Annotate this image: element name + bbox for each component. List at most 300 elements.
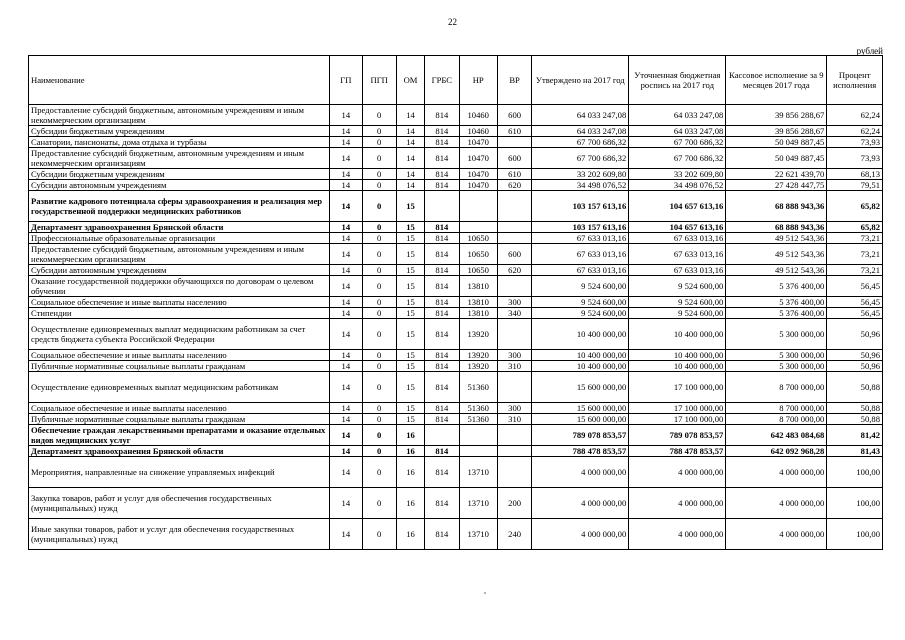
cell-name: Предоставление субсидий бюджетным, автономным учреждениям и иным некоммерческим организациям <box>29 244 330 265</box>
cell-refined: 67 633 013,16 <box>629 244 726 265</box>
table-row <box>29 319 883 350</box>
cell-om: 16 <box>396 488 424 519</box>
scan-speck <box>484 592 486 594</box>
cell-om: 15 <box>396 191 424 222</box>
cell-percent: 50,88 <box>827 403 883 414</box>
cell-grbs: 814 <box>425 519 459 550</box>
cell-percent: 68,13 <box>827 169 883 180</box>
cell-approved: 67 700 686,32 <box>532 148 629 169</box>
cell-om: 14 <box>396 148 424 169</box>
table-row <box>29 233 883 244</box>
cell-refined: 9 524 600,00 <box>629 308 726 319</box>
cell-gp: 14 <box>330 457 362 488</box>
cell-executed: 39 856 288,67 <box>726 126 827 137</box>
cell-pgp: 0 <box>362 319 396 350</box>
header-refined: Уточненная бюджетная роспись на 2017 год <box>629 56 726 105</box>
cell-np <box>459 425 497 446</box>
cell-np: 13920 <box>459 350 497 361</box>
cell-percent: 100,00 <box>827 519 883 550</box>
cell-om: 16 <box>396 446 424 457</box>
header-grbs: ГРБС <box>425 56 459 105</box>
cell-executed: 39 856 288,67 <box>726 105 827 126</box>
table-row <box>29 276 883 297</box>
cell-grbs: 814 <box>425 244 459 265</box>
cell-refined: 4 000 000,00 <box>629 488 726 519</box>
cell-name: Публичные нормативные социальные выплаты гражданам <box>29 414 330 425</box>
cell-pgp: 0 <box>362 148 396 169</box>
cell-gp: 14 <box>330 361 362 372</box>
cell-grbs <box>425 425 459 446</box>
cell-name: Стипендии <box>29 308 330 319</box>
cell-executed: 5 300 000,00 <box>726 319 827 350</box>
cell-percent: 79,51 <box>827 180 883 191</box>
cell-grbs: 814 <box>425 169 459 180</box>
cell-name: Санатории, пансионаты, дома отдыха и турбазы <box>29 137 330 148</box>
header-np: НР <box>459 56 497 105</box>
cell-executed: 5 300 000,00 <box>726 361 827 372</box>
cell-refined: 10 400 000,00 <box>629 319 726 350</box>
cell-gp: 14 <box>330 180 362 191</box>
cell-gp: 14 <box>330 319 362 350</box>
cell-vr <box>497 457 531 488</box>
cell-grbs: 814 <box>425 180 459 191</box>
cell-om: 14 <box>396 137 424 148</box>
cell-vr: 300 <box>497 350 531 361</box>
cell-vr: 610 <box>497 169 531 180</box>
cell-name: Социальное обеспечение и иные выплаты населению <box>29 403 330 414</box>
cell-grbs: 814 <box>425 319 459 350</box>
cell-grbs: 814 <box>425 446 459 457</box>
cell-vr <box>497 191 531 222</box>
cell-name: Предоставление субсидий бюджетным, автономным учреждениям и иным некоммерческим организациям <box>29 105 330 126</box>
cell-name: Департамент здравоохранения Брянской области <box>29 446 330 457</box>
cell-executed: 5 300 000,00 <box>726 350 827 361</box>
cell-name: Предоставление субсидий бюджетным, автономным учреждениям и иным некоммерческим организациям <box>29 148 330 169</box>
cell-name: Осуществление единовременных выплат медицинским работникам за счет средств бюджета субъекта Российской Федерации <box>29 319 330 350</box>
cell-percent: 50,96 <box>827 350 883 361</box>
cell-om: 15 <box>396 244 424 265</box>
cell-approved: 4 000 000,00 <box>532 519 629 550</box>
table-row <box>29 126 883 137</box>
cell-vr: 310 <box>497 414 531 425</box>
cell-gp: 14 <box>330 372 362 403</box>
cell-refined: 67 633 013,16 <box>629 233 726 244</box>
cell-executed: 5 376 400,00 <box>726 308 827 319</box>
cell-gp: 14 <box>330 403 362 414</box>
cell-np: 10470 <box>459 180 497 191</box>
cell-pgp: 0 <box>362 519 396 550</box>
cell-percent: 100,00 <box>827 457 883 488</box>
cell-np: 10460 <box>459 126 497 137</box>
cell-np: 10650 <box>459 233 497 244</box>
cell-refined: 64 033 247,08 <box>629 105 726 126</box>
cell-name: Развитие кадрового потенциала сферы здравоохранения и реализация мер государственной поддержки медицинских работников <box>29 191 330 222</box>
cell-approved: 67 633 013,16 <box>532 233 629 244</box>
cell-refined: 4 000 000,00 <box>629 519 726 550</box>
table-row <box>29 457 883 488</box>
cell-gp: 14 <box>330 276 362 297</box>
cell-np: 13920 <box>459 361 497 372</box>
cell-executed: 642 092 968,28 <box>726 446 827 457</box>
cell-approved: 4 000 000,00 <box>532 488 629 519</box>
cell-refined: 10 400 000,00 <box>629 350 726 361</box>
cell-vr <box>497 233 531 244</box>
cell-gp: 14 <box>330 222 362 233</box>
cell-vr <box>497 446 531 457</box>
cell-executed: 642 483 084,68 <box>726 425 827 446</box>
cell-pgp: 0 <box>362 265 396 276</box>
cell-executed: 4 000 000,00 <box>726 519 827 550</box>
table-row <box>29 414 883 425</box>
cell-percent: 62,24 <box>827 105 883 126</box>
cell-refined: 64 033 247,08 <box>629 126 726 137</box>
cell-np: 51360 <box>459 372 497 403</box>
cell-executed: 49 512 543,36 <box>726 233 827 244</box>
cell-name: Осуществление единовременных выплат медицинским работникам <box>29 372 330 403</box>
cell-refined: 10 400 000,00 <box>629 361 726 372</box>
table-row <box>29 180 883 191</box>
cell-name: Субсидии автономным учреждениям <box>29 180 330 191</box>
cell-approved: 64 033 247,08 <box>532 105 629 126</box>
cell-name: Мероприятия, направленные на снижение управляемых инфекций <box>29 457 330 488</box>
cell-vr <box>497 137 531 148</box>
cell-executed: 4 000 000,00 <box>726 457 827 488</box>
cell-pgp: 0 <box>362 361 396 372</box>
table-row <box>29 191 883 222</box>
cell-vr <box>497 276 531 297</box>
cell-np <box>459 446 497 457</box>
cell-grbs: 814 <box>425 233 459 244</box>
cell-executed: 22 621 439,70 <box>726 169 827 180</box>
cell-approved: 10 400 000,00 <box>532 350 629 361</box>
cell-executed: 8 700 000,00 <box>726 372 827 403</box>
cell-pgp: 0 <box>362 169 396 180</box>
cell-grbs: 814 <box>425 350 459 361</box>
cell-vr: 600 <box>497 148 531 169</box>
cell-approved: 67 700 686,32 <box>532 137 629 148</box>
cell-np: 13920 <box>459 319 497 350</box>
cell-refined: 788 478 853,57 <box>629 446 726 457</box>
cell-om: 14 <box>396 105 424 126</box>
cell-name: Субсидии бюджетным учреждениям <box>29 126 330 137</box>
cell-refined: 67 700 686,32 <box>629 148 726 169</box>
table-row <box>29 244 883 265</box>
cell-approved: 9 524 600,00 <box>532 308 629 319</box>
table-row <box>29 488 883 519</box>
cell-om: 15 <box>396 372 424 403</box>
cell-np: 10470 <box>459 148 497 169</box>
cell-executed: 49 512 543,36 <box>726 244 827 265</box>
cell-pgp: 0 <box>362 414 396 425</box>
cell-vr: 240 <box>497 519 531 550</box>
cell-percent: 62,24 <box>827 126 883 137</box>
cell-np: 10460 <box>459 105 497 126</box>
header-approved: Утверждено на 2017 год <box>532 56 629 105</box>
cell-grbs: 814 <box>425 457 459 488</box>
cell-np: 51360 <box>459 403 497 414</box>
cell-om: 15 <box>396 350 424 361</box>
cell-gp: 14 <box>330 126 362 137</box>
cell-pgp: 0 <box>362 233 396 244</box>
cell-name: Субсидии бюджетным учреждениям <box>29 169 330 180</box>
cell-percent: 81,43 <box>827 446 883 457</box>
cell-approved: 789 078 853,57 <box>532 425 629 446</box>
cell-pgp: 0 <box>362 308 396 319</box>
cell-approved: 67 633 013,16 <box>532 244 629 265</box>
currency-note: рублей <box>856 46 883 56</box>
table-row <box>29 308 883 319</box>
header-percent: Процент исполнения <box>827 56 883 105</box>
header-vr: ВР <box>497 56 531 105</box>
cell-approved: 64 033 247,08 <box>532 126 629 137</box>
cell-om: 15 <box>396 233 424 244</box>
cell-percent: 81,42 <box>827 425 883 446</box>
cell-pgp: 0 <box>362 350 396 361</box>
cell-gp: 14 <box>330 137 362 148</box>
cell-refined: 789 078 853,57 <box>629 425 726 446</box>
table-row <box>29 222 883 233</box>
cell-vr <box>497 425 531 446</box>
cell-vr: 300 <box>497 403 531 414</box>
cell-approved: 9 524 600,00 <box>532 297 629 308</box>
cell-approved: 788 478 853,57 <box>532 446 629 457</box>
cell-executed: 8 700 000,00 <box>726 403 827 414</box>
cell-pgp: 0 <box>362 446 396 457</box>
cell-grbs: 814 <box>425 126 459 137</box>
cell-vr: 200 <box>497 488 531 519</box>
cell-approved: 10 400 000,00 <box>532 319 629 350</box>
cell-grbs: 814 <box>425 137 459 148</box>
cell-om: 15 <box>396 297 424 308</box>
cell-percent: 50,88 <box>827 414 883 425</box>
cell-refined: 34 498 076,52 <box>629 180 726 191</box>
cell-percent: 65,82 <box>827 191 883 222</box>
cell-np <box>459 222 497 233</box>
cell-vr: 600 <box>497 244 531 265</box>
cell-grbs: 814 <box>425 265 459 276</box>
cell-np: 13810 <box>459 297 497 308</box>
cell-name: Департамент здравоохранения Брянской области <box>29 222 330 233</box>
cell-np <box>459 191 497 222</box>
table-row <box>29 265 883 276</box>
cell-grbs: 814 <box>425 361 459 372</box>
cell-executed: 68 888 943,36 <box>726 222 827 233</box>
cell-executed: 50 049 887,45 <box>726 148 827 169</box>
cell-approved: 15 600 000,00 <box>532 414 629 425</box>
cell-gp: 14 <box>330 446 362 457</box>
table-body <box>29 105 883 550</box>
cell-approved: 33 202 609,80 <box>532 169 629 180</box>
cell-executed: 5 376 400,00 <box>726 276 827 297</box>
cell-percent: 73,21 <box>827 244 883 265</box>
cell-gp: 14 <box>330 488 362 519</box>
cell-np: 10650 <box>459 265 497 276</box>
cell-np: 13710 <box>459 488 497 519</box>
cell-gp: 14 <box>330 425 362 446</box>
cell-refined: 67 700 686,32 <box>629 137 726 148</box>
cell-om: 15 <box>396 222 424 233</box>
cell-percent: 50,88 <box>827 372 883 403</box>
cell-percent: 73,93 <box>827 148 883 169</box>
cell-approved: 103 157 613,16 <box>532 191 629 222</box>
cell-gp: 14 <box>330 265 362 276</box>
budget-table <box>28 55 883 550</box>
cell-vr: 600 <box>497 105 531 126</box>
cell-om: 15 <box>396 265 424 276</box>
cell-percent: 50,96 <box>827 319 883 350</box>
cell-grbs: 814 <box>425 414 459 425</box>
table-row <box>29 403 883 414</box>
cell-pgp: 0 <box>362 191 396 222</box>
cell-approved: 15 600 000,00 <box>532 403 629 414</box>
cell-name: Иные закупки товаров, работ и услуг для обеспечения государственных (муниципальных) нужд <box>29 519 330 550</box>
header-gp: ГП <box>330 56 362 105</box>
cell-pgp: 0 <box>362 297 396 308</box>
cell-approved: 10 400 000,00 <box>532 361 629 372</box>
cell-name: Профессиональные образовательные организации <box>29 233 330 244</box>
table-row <box>29 169 883 180</box>
cell-gp: 14 <box>330 414 362 425</box>
cell-refined: 33 202 609,80 <box>629 169 726 180</box>
cell-percent: 100,00 <box>827 488 883 519</box>
cell-vr <box>497 319 531 350</box>
cell-pgp: 0 <box>362 276 396 297</box>
cell-om: 14 <box>396 126 424 137</box>
cell-refined: 17 100 000,00 <box>629 372 726 403</box>
cell-refined: 9 524 600,00 <box>629 297 726 308</box>
cell-om: 15 <box>396 361 424 372</box>
cell-gp: 14 <box>330 308 362 319</box>
cell-om: 15 <box>396 403 424 414</box>
cell-executed: 4 000 000,00 <box>726 488 827 519</box>
cell-gp: 14 <box>330 297 362 308</box>
cell-grbs: 814 <box>425 222 459 233</box>
table-row <box>29 105 883 126</box>
cell-refined: 67 633 013,16 <box>629 265 726 276</box>
cell-np: 13810 <box>459 308 497 319</box>
cell-vr: 620 <box>497 180 531 191</box>
cell-om: 16 <box>396 457 424 488</box>
table-row <box>29 425 883 446</box>
cell-vr: 310 <box>497 361 531 372</box>
cell-grbs <box>425 191 459 222</box>
table-row <box>29 350 883 361</box>
cell-name: Обеспечение граждан лекарственными препаратами и оказание отдельных видов медицинских услуг <box>29 425 330 446</box>
table-row <box>29 137 883 148</box>
cell-pgp: 0 <box>362 180 396 191</box>
cell-om: 15 <box>396 319 424 350</box>
cell-percent: 73,21 <box>827 233 883 244</box>
table-row <box>29 372 883 403</box>
cell-vr: 610 <box>497 126 531 137</box>
cell-percent: 73,93 <box>827 137 883 148</box>
cell-executed: 68 888 943,36 <box>726 191 827 222</box>
header-name: Наименование <box>29 56 330 105</box>
cell-vr <box>497 222 531 233</box>
cell-gp: 14 <box>330 233 362 244</box>
cell-om: 15 <box>396 308 424 319</box>
cell-vr <box>497 372 531 403</box>
cell-percent: 50,96 <box>827 361 883 372</box>
cell-refined: 17 100 000,00 <box>629 414 726 425</box>
cell-gp: 14 <box>330 105 362 126</box>
cell-grbs: 814 <box>425 297 459 308</box>
cell-vr: 300 <box>497 297 531 308</box>
cell-pgp: 0 <box>362 137 396 148</box>
cell-om: 14 <box>396 180 424 191</box>
cell-percent: 65,82 <box>827 222 883 233</box>
cell-refined: 9 524 600,00 <box>629 276 726 297</box>
cell-pgp: 0 <box>362 425 396 446</box>
cell-grbs: 814 <box>425 276 459 297</box>
cell-approved: 103 157 613,16 <box>532 222 629 233</box>
cell-gp: 14 <box>330 191 362 222</box>
page-number: 22 <box>448 17 457 27</box>
cell-np: 13710 <box>459 519 497 550</box>
header-om: ОМ <box>396 56 424 105</box>
cell-np: 13710 <box>459 457 497 488</box>
cell-percent: 73,21 <box>827 265 883 276</box>
cell-approved: 34 498 076,52 <box>532 180 629 191</box>
cell-vr: 620 <box>497 265 531 276</box>
cell-pgp: 0 <box>362 126 396 137</box>
cell-gp: 14 <box>330 169 362 180</box>
cell-executed: 49 512 543,36 <box>726 265 827 276</box>
cell-approved: 9 524 600,00 <box>532 276 629 297</box>
cell-name: Публичные нормативные социальные выплаты гражданам <box>29 361 330 372</box>
cell-name: Социальное обеспечение и иные выплаты населению <box>29 350 330 361</box>
cell-np: 13810 <box>459 276 497 297</box>
cell-np: 10650 <box>459 244 497 265</box>
cell-refined: 17 100 000,00 <box>629 403 726 414</box>
table-row <box>29 148 883 169</box>
cell-pgp: 0 <box>362 222 396 233</box>
cell-name: Закупка товаров, работ и услуг для обеспечения государственных (муниципальных) нужд <box>29 488 330 519</box>
table-row <box>29 297 883 308</box>
cell-percent: 56,45 <box>827 276 883 297</box>
cell-pgp: 0 <box>362 244 396 265</box>
cell-executed: 27 428 447,75 <box>726 180 827 191</box>
cell-executed: 8 700 000,00 <box>726 414 827 425</box>
cell-name: Социальное обеспечение и иные выплаты населению <box>29 297 330 308</box>
cell-refined: 104 657 613,16 <box>629 222 726 233</box>
cell-pgp: 0 <box>362 372 396 403</box>
cell-gp: 14 <box>330 519 362 550</box>
cell-name: Субсидии автономным учреждениям <box>29 265 330 276</box>
cell-pgp: 0 <box>362 488 396 519</box>
cell-np: 51360 <box>459 414 497 425</box>
cell-om: 16 <box>396 519 424 550</box>
table-row <box>29 446 883 457</box>
cell-pgp: 0 <box>362 105 396 126</box>
cell-refined: 104 657 613,16 <box>629 191 726 222</box>
cell-grbs: 814 <box>425 148 459 169</box>
cell-grbs: 814 <box>425 105 459 126</box>
cell-refined: 4 000 000,00 <box>629 457 726 488</box>
cell-grbs: 814 <box>425 403 459 414</box>
cell-grbs: 814 <box>425 308 459 319</box>
cell-pgp: 0 <box>362 457 396 488</box>
cell-np: 10470 <box>459 137 497 148</box>
header-pgp: ПГП <box>362 56 396 105</box>
cell-gp: 14 <box>330 350 362 361</box>
header-executed: Кассовое исполнение за 9 месяцев 2017 года <box>726 56 827 105</box>
table-row <box>29 361 883 372</box>
cell-om: 16 <box>396 425 424 446</box>
cell-percent: 56,45 <box>827 297 883 308</box>
cell-np: 10470 <box>459 169 497 180</box>
cell-name: Оказание государственной поддержки обучающихся по договорам о целевом обучении <box>29 276 330 297</box>
